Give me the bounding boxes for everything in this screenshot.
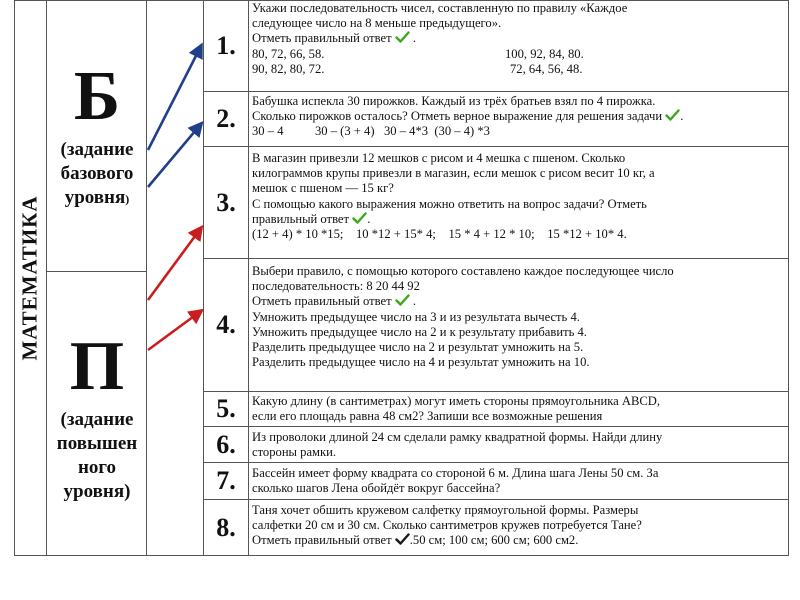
task-line: Бабушка испекла 30 пирожков. Каждый из трёх братьев взял по 4 пирожка. xyxy=(252,94,656,108)
arrow-advanced-to-task-4 xyxy=(148,311,201,350)
task-line-tail: . xyxy=(409,294,417,309)
task-line: В магазин привезли 12 мешков с рисом и 4 мешка с пшеном. Сколько xyxy=(252,151,626,165)
level-basic-letter: Б xyxy=(73,58,121,135)
task-line-tail: .50 см; 100 см; 600 см; 600 см2. xyxy=(409,533,579,548)
level-basic-desc-line: базового xyxy=(60,163,134,184)
task-line: 30 – 4 30 – (3 + 4) 30 – 4*3 (30 – 4) *3 xyxy=(252,124,490,139)
level-basic-desc-line: уровня xyxy=(64,187,126,208)
level-advanced-desc-line: уровня) xyxy=(63,481,131,502)
arrow-advanced-to-task-3 xyxy=(148,228,201,300)
task-line: мешок с пшеном — 15 кг? xyxy=(252,181,394,196)
task-number: 5. xyxy=(204,392,249,426)
task-line: Из проволоки длиной 24 см сделали рамку квадратной формы. Найди длину xyxy=(252,430,663,444)
task-number: 3. xyxy=(204,147,249,258)
level-advanced-desc-line: повышен xyxy=(56,433,138,454)
answer-option: 80, 72, 66, 58. xyxy=(252,46,325,61)
task-line: если его площадь равна 48 см2? Запиши все возможные решения xyxy=(252,409,603,424)
task-line: С помощью какого выражения можно ответить на вопрос задачи? Отметь xyxy=(252,196,647,211)
task-line: салфетки 20 см и 30 см. Сколько сантиметров кружев потребуется Тане? xyxy=(252,518,642,533)
answer-option: 90, 82, 80, 72. xyxy=(252,61,325,76)
task-line: стороны рамки. xyxy=(252,445,337,460)
level-advanced-desc-line: (задание xyxy=(60,409,134,430)
task-line: Какую длину (в сантиметрах) могут иметь стороны прямоугольника ABCD, xyxy=(252,394,661,408)
level-basic-desc-line: (задание xyxy=(60,139,134,160)
task-line-text: Отметь правильный ответ xyxy=(252,533,392,548)
task-number: 8. xyxy=(204,500,249,556)
task-line: Выбери правило, с помощью которого составлено каждое последующее число xyxy=(252,264,674,278)
task-line-tail: . xyxy=(680,109,684,124)
task-number: 1. xyxy=(204,0,249,91)
task-line: сколько шагов Лена обойдёт вокруг бассейна? xyxy=(252,481,501,496)
task-line-tail: . xyxy=(409,31,417,46)
task-line: килограммов крупы привезли в магазин, если мешок с рисом весит 10 кг, а xyxy=(252,166,655,181)
task-line: Таня хочет обшить кружевом салфетку прямоугольной формы. Размеры xyxy=(252,503,639,517)
level-advanced-letter: П xyxy=(69,328,125,405)
task-line-text: Отметь правильный ответ xyxy=(252,294,392,309)
task-line: Укажи последовательность чисел, составленную по правилу «Каждое xyxy=(252,1,628,15)
task-line-text: Отметь правильный ответ xyxy=(252,31,392,46)
answer-option: 100, 92, 84, 80. xyxy=(505,46,584,61)
task-line-tail: . xyxy=(367,211,371,226)
level-basic-desc-tail: ) xyxy=(125,192,130,206)
task-line: (12 + 4) * 10 *15; 10 *12 + 15* 4; 15 * 4 + 12 * 10; 15 *12 + 10* 4. xyxy=(252,227,627,242)
task-line: следующее число на 8 меньше предыдущего». xyxy=(252,16,502,31)
task-line-text: правильный ответ xyxy=(252,211,350,226)
answer-option: 72, 64, 56, 48. xyxy=(510,61,583,76)
subject-title: МАТЕМАТИКА xyxy=(17,195,42,361)
task-line: Умножить предыдущее число на 3 и из результата вычесть 4. xyxy=(252,309,580,324)
task-number: 2. xyxy=(204,92,249,146)
task-number: 6. xyxy=(204,427,249,462)
level-advanced-desc-line: ного xyxy=(77,457,117,478)
task-number: 7. xyxy=(204,463,249,499)
task-number: 4. xyxy=(204,259,249,391)
task-line: последовательность: 8 20 44 92 xyxy=(252,279,420,294)
task-line: Бассейн имеет форму квадрата со стороной 6 м. Длина шага Лены 50 см. За xyxy=(252,466,659,480)
task-line-text: Сколько пирожков осталось? Отметь верное выражение для решения задачи xyxy=(252,109,663,124)
task-line: Разделить предыдущее число на 4 и результат умножить на 10. xyxy=(252,355,590,370)
task-line: Разделить предыдущее число на 2 и результат умножить на 5. xyxy=(252,340,584,355)
task-line: Умножить предыдущее число на 2 и к результату прибавить 4. xyxy=(252,324,587,339)
